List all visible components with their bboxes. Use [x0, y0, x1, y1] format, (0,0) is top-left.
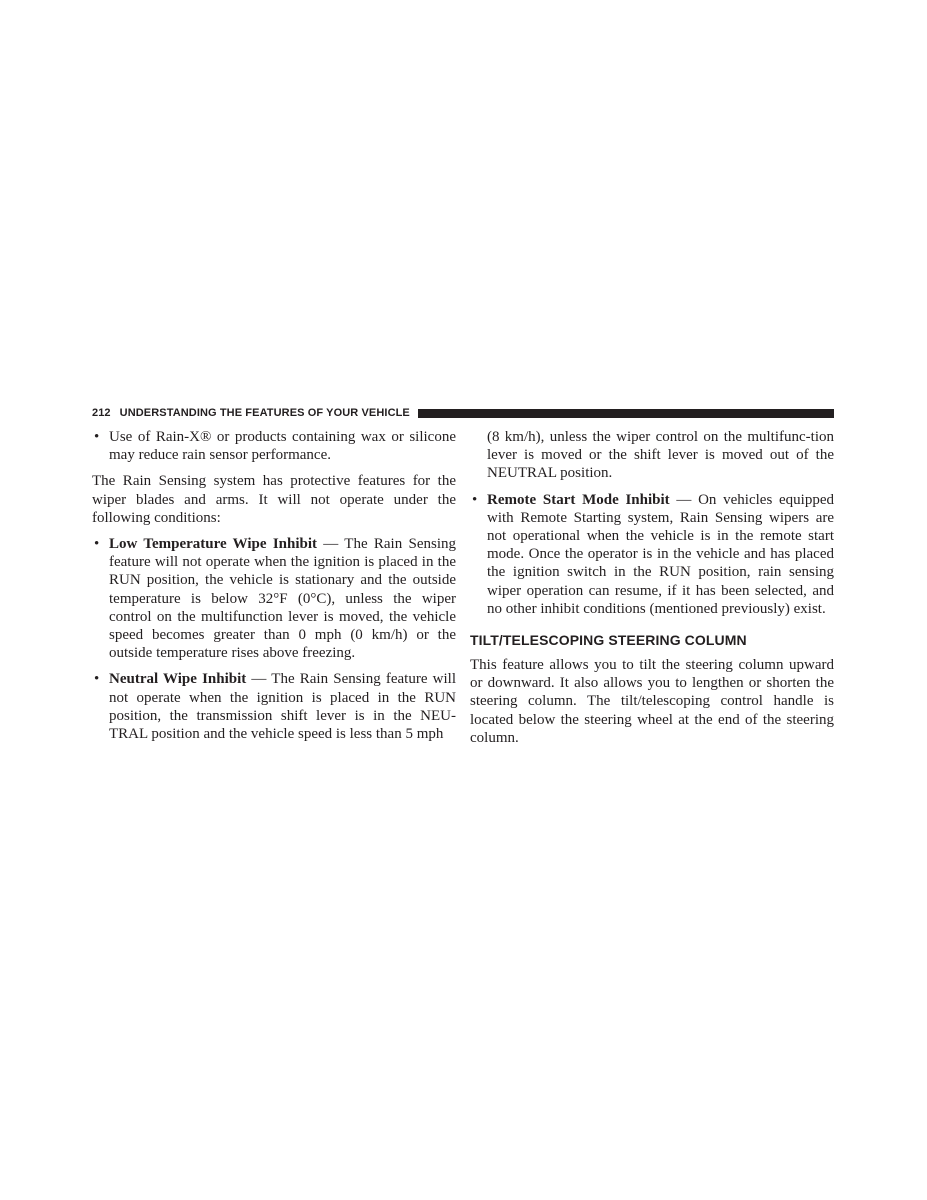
bullet-dot: •: [94, 671, 100, 688]
left-column: [92, 428, 456, 743]
bullet-dot: •: [94, 429, 100, 445]
section-heading: TILT/TELESCOPING STEERING COLUMN: [470, 632, 747, 649]
right-column: [470, 428, 834, 747]
section-title: UNDERSTANDING THE FEATURES OF YOUR VEHICLE: [119, 407, 410, 419]
page-header: [92, 406, 834, 420]
low-temp-title: Low Temperature Wipe Inhibit: [109, 536, 318, 553]
page-number: 212: [92, 407, 111, 419]
remote-title: Remote Start Mode Inhibit: [487, 491, 670, 508]
bullet-rainx: [92, 428, 456, 464]
neutral-continued: (8 km/h), unless the wiper control on the multifunc-tion lever is moved or the shift lever is moved out of the NEUTRAL position.: [487, 429, 834, 482]
bullet-dot: •: [94, 536, 100, 553]
intro-paragraph: The Rain Sensing system has protective features for the wiper blades and arms. It will not operate under the following conditions:: [92, 473, 456, 526]
section-paragraph: This feature allows you to tilt the steering column upward or downward. It also allows you to lengthen or shorten the steering column. The tilt/telescoping control handle is located below the steering wheel at the end of the steering column.: [470, 657, 834, 746]
bullet-dot: •: [472, 491, 478, 508]
neutral-title: Neutral Wipe Inhibit: [109, 671, 247, 688]
neutral-text: — The Rain Sensing feature will not operate when the ignition is placed in the RUN position, the transmission shift lever is in the NEU-TRAL position and the vehicle speed is less than 5 mph: [109, 671, 456, 743]
bullet-low-temperature: [92, 535, 456, 662]
bullet-remote-start: [470, 491, 834, 618]
bullet-rainx-text: Use of Rain-X® or products containing wax or silicone may reduce rain sensor performance.: [109, 429, 456, 464]
remote-text: — On vehicles equipped with Remote Starting system, Rain Sensing wipers are not operational when the vehicle is in the remote start mode. Once the operator is in the vehicle and has placed the ignition switch in the RUN position, rain sensing wiper operation can resume, if it has been selected, and no other inhibit conditions (mentioned previously) exist.: [487, 491, 835, 617]
bullet-neutral: [92, 670, 456, 743]
low-temp-text: — The Rain Sensing feature will not operate when the ignition is placed in the RUN position, the vehicle is stationary and the outside temperature is below 32°F (0°C), unless the wiper control on the multifunction lever is moved, the vehicle speed becomes greater than 0 mph (0 km/h) or the outside temperature rises above freezing.: [109, 536, 456, 662]
header-rule: [418, 409, 834, 418]
